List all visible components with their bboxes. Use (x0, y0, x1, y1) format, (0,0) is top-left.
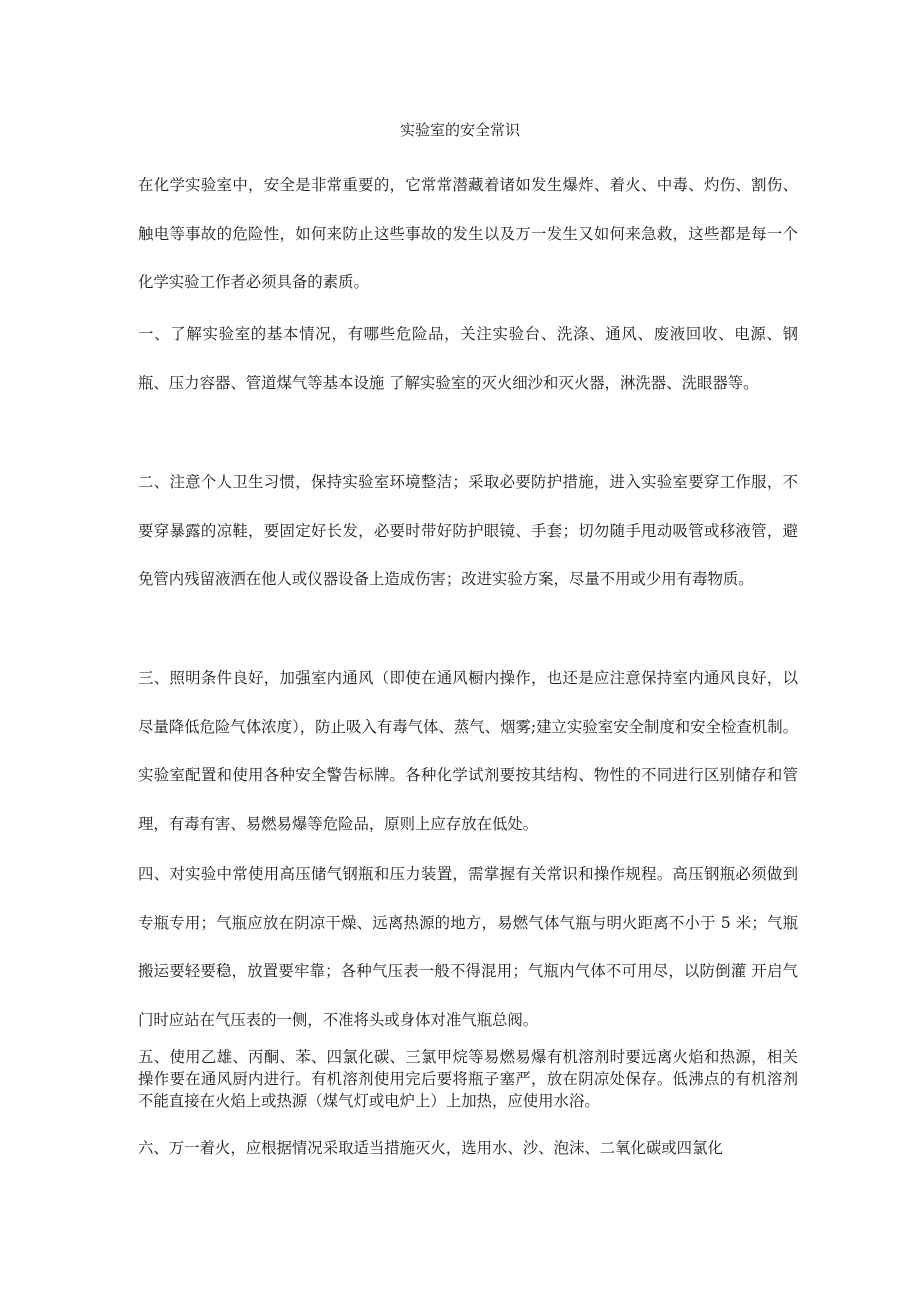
section-3-paragraph: 三、照明条件良好，加强室内通风（即使在通风橱内操作，也还是应注意保持室内通风良好，以尽量降低危险气体浓度），防止吸入有毒气体、蒸气、烟雾;建立实验室安全制度和安全检查机制。实验室配置和使用各种安全警告标牌。各种化学试剂要按其结构、物性的不同进行区别储存和管理，有毒有害、易燃易爆等危险品，原则上应存放在低处。 (138, 669, 798, 833)
section-6-paragraph: 六、万一着火，应根据情况采取适当措施灭火，选用水、沙、泡沫、二氧化碳或四氯化 (138, 1139, 723, 1157)
section-5-paragraph: 五、使用乙雄、丙酮、苯、四氯化碳、三氯甲烷等易燃易爆有机溶剂时要远离火焰和热源，相关操作要在通风厨内进行。有机溶剂使用完后要将瓶子塞严，放在阴凉处保存。低沸点的有机溶剂不能直接在火焰上或热源（煤气灯或电炉上）上加热，应使用水浴。 (138, 1048, 798, 1110)
document-title: 实验室的安全常识 (399, 121, 520, 139)
section-2-paragraph: 二、注意个人卫生习惯，保持实验室环境整洁；采取必要防护措施，进入实验室要穿工作服，不要穿暴露的凉鞋，要固定好长发，必要时带好防护眼镜、手套；切勿随手甩动吸管或移液管，避免管内残留液洒在他人或仪器设备上造成伤害；改进实验方案，尽量不用或少用有毒物质。 (138, 473, 798, 588)
section-1-paragraph: 一、了解实验室的基本情况，有哪些危险品，关注实验台、洗涤、通风、废液回收、电源、钢瓶、压力容器、管道煤气等基本设施 了解实验室的灭火细沙和灭火器，淋洗器、洗眼器等。 (138, 325, 798, 392)
intro-paragraph: 在化学实验室中，安全是非常重要的，它常常潜藏着诸如发生爆炸、着火、中毒、灼伤、割伤、触电等事故的危险性，如何来防止这些事故的发生以及万一发生又如何来急救，这些都是每一个化学实验工作者必须具备的素质。 (138, 176, 798, 291)
section-4-paragraph: 四、对实验中常使用高压储气钢瓶和压力装置，需掌握有关常识和操作规程。高压钢瓶必须做到专瓶专用；气瓶应放在阴凉干燥、远离热源的地方，易燃气体气瓶与明火距离不小于 5 米；气瓶搬运要轻要稳，放置要牢靠；各种气压表一般不得混用；气瓶内气体不可用尽，以防倒灌 开启气门时应站在气压表的一侧，不准将头或身体对准气瓶总阀。 (138, 865, 798, 1029)
